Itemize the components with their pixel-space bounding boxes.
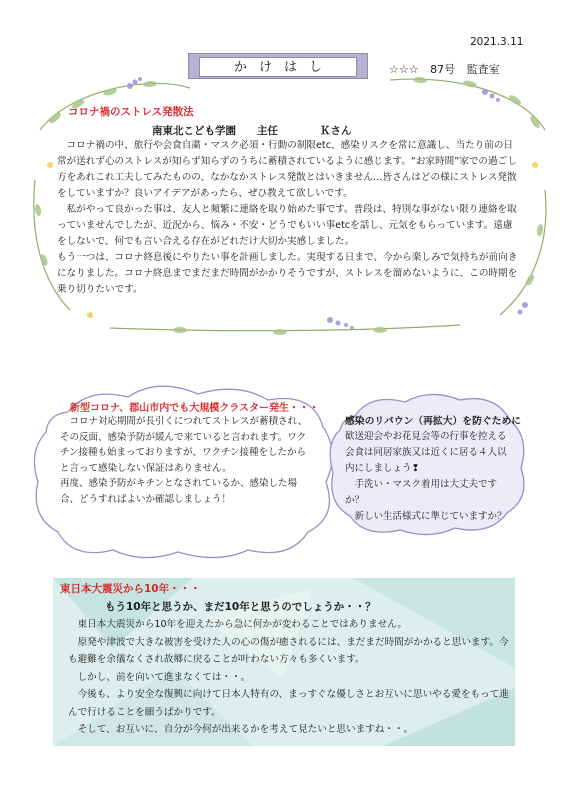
section3-heading: 東日本大震災から10年・・・ xyxy=(60,583,201,595)
section1-heading: コロナ禍のストレス発散法 xyxy=(68,106,194,118)
section1-author: 南東北こども学園 主任 Ｋさん xyxy=(152,125,352,137)
cloud1-body xyxy=(60,414,315,508)
cloud2-paragraph: 手洗い・マスク着用は大丈夫ですか？ xyxy=(345,479,498,506)
issue-date: 2021.3.11 xyxy=(470,36,524,48)
section1-body xyxy=(57,138,522,298)
stars-mark: ☆☆☆ xyxy=(389,63,419,76)
section3-paragraph: 原発や津波で大きな被害を受けた人の心の傷が癒されるには、まだまだ時間がかかると思います。今も避難を余儀なくされ故郷に戻ることが叶わない方々も多くいます。 xyxy=(68,636,509,665)
cloud2-heading: 感染のリバウン（再拡大）を防ぐために xyxy=(345,416,522,427)
cloud2-paragraph: 歓送迎会やお花見会等の行事を控える会食は同居家族又は近くに居る４人以内にしましょう❢ xyxy=(345,431,507,474)
cloud1-paragraph: コロナ対応期間が長引くにつれてストレスが蓄積され、その反面、感染予防が緩んで来ていると言われます。ワクチン接種も始まっておりますが、ワクチン接種をしたからと言って感染しない保証はありません。 xyxy=(60,416,308,474)
section1-paragraph: 私がやって良かった事は、友人と頻繁に連絡を取り始めた事です。普段は、特別な事がない限り連絡を取っていませんでしたが、近況から、悩み・不安・どうでもいい事etcを話し、元気をもらっています。遠慮をしないで、何でも言い合える存在がどれだけ大切か実感しました。 xyxy=(57,204,517,247)
section3-subheading: もう10年と思うか、まだ10年と思うのでしょうか・・？ xyxy=(105,601,376,613)
section3-paragraph: 今後も、より安全な復興に向けて日本人特有の、まっすぐな優しさとお互いに思いやる愛をもって進んで行けることを願うばかりです。 xyxy=(68,689,509,718)
section1-paragraph: もう一つは、コロナ終息後にやりたい事を計画しました。実現する日まで、今から楽しみで気持ちが前向きになりました。コロナ終息までまだまだ時間がかかりそうですが、ストレスを溜めないように、この時期を乗り切りたいです。 xyxy=(57,252,518,295)
section3-paragraph: しかし、前を向いて進まなくては・・。 xyxy=(77,671,251,683)
newsletter-title: かけはし xyxy=(199,57,357,77)
section3-paragraph: 東日本大震災から10年を迎えたから急に何かが変わることではありません。 xyxy=(77,619,407,630)
cloud1-paragraph: 再度、感染予防がキチンとなされているか、感染した場合、どうすればよいか確認しましょう！ xyxy=(60,478,298,505)
cloud2-body xyxy=(345,429,515,525)
section1-paragraph: コロナ禍の中、旅行や会食自粛・マスク必須・行動の制限etc、感染リスクを常に意識し、当たり前の日常が送れず心のストレスが知らず知らずのうちに蓄積されているように感じます。“お家時間”家での過ごし方をあれこれ工夫してみたものの、なかなかストレス発散とはいきません…皆さんはどの様にストレス発散をしていますか？良いアイデアがあったら、ぜひ教えて欲しいです。 xyxy=(57,140,517,199)
section3-paragraph: そして、お互いに、自分が今何が出来るかを考えて見たいと思いますね・・。 xyxy=(77,724,414,735)
issue-number: 87号 xyxy=(430,63,456,76)
cloud1-heading: 新型コロナ、郡山市内でも大規模クラスター発生・・・ xyxy=(70,403,319,414)
cloud2-paragraph: 新しい生活様式に準じていますか？ xyxy=(354,511,507,522)
section3-body xyxy=(68,616,518,739)
department: 監査室 xyxy=(466,63,500,76)
